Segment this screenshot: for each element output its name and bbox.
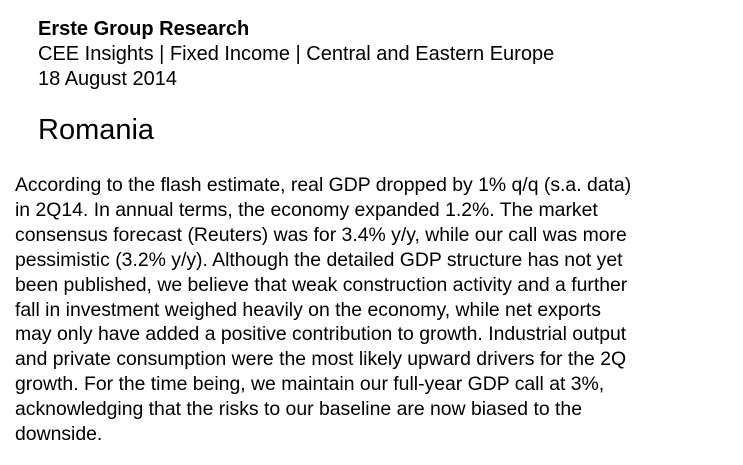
paragraph-line: may only have added a positive contribution to growth. Industrial output xyxy=(15,323,627,346)
paragraph-line: According to the flash estimate, real GDP dropped by 1% q/q (s.a. data) xyxy=(15,174,632,196)
paragraph-line: consensus forecast (Reuters) was for 3.4% y/y, while our call was more xyxy=(15,223,627,246)
paragraph-line: been published, we believe that weak construction activity and a further xyxy=(15,273,628,296)
publisher-name: Erste Group Research xyxy=(38,18,250,40)
publication-series: CEE Insights | Fixed Income | Central and Eastern Europe xyxy=(38,43,555,65)
publication-date: 18 August 2014 xyxy=(38,68,178,90)
report-header xyxy=(38,17,728,92)
body-paragraph xyxy=(15,173,727,447)
paragraph-line: pessimistic (3.2% y/y). Although the detailed GDP structure has not yet xyxy=(15,248,623,271)
paragraph-line: growth. For the time being, we maintain our full-year GDP call at 3%, xyxy=(15,373,605,396)
paragraph-line: downside. xyxy=(15,423,103,446)
paragraph-line: and private consumption were the most likely upward drivers for the 2Q xyxy=(15,348,627,371)
country-heading: Romania xyxy=(38,114,155,146)
paragraph-line: acknowledging that the risks to our baseline are now biased to the xyxy=(15,398,582,421)
paragraph-line: fall in investment weighed heavily on the economy, while net exports xyxy=(15,298,601,321)
paragraph-line: in 2Q14. In annual terms, the economy expanded 1.2%. The market xyxy=(15,198,598,221)
